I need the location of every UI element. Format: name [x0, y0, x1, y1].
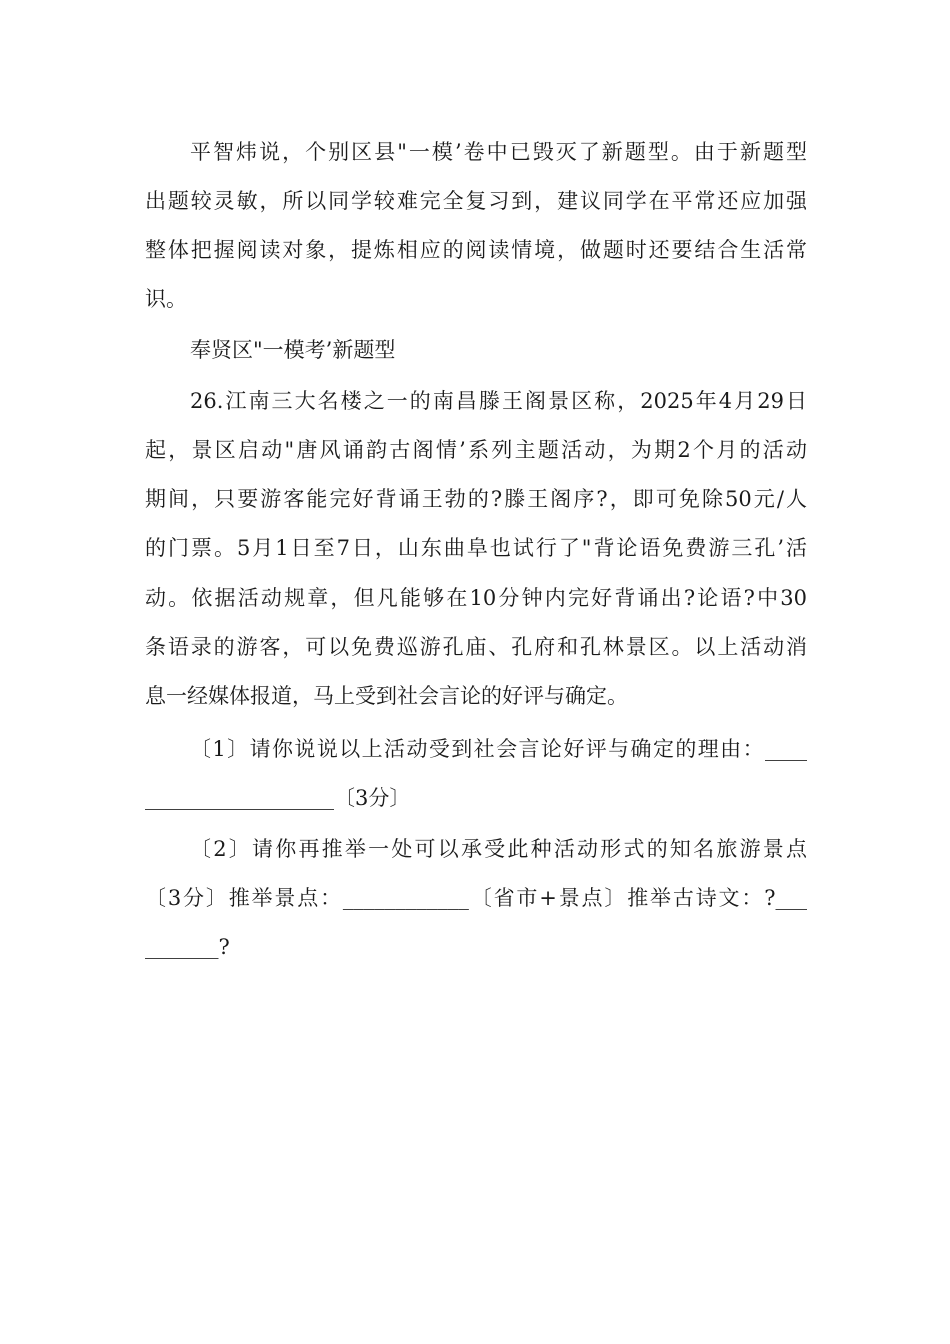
paragraph-line: 平智炜说，个别区县"一模’卷中已毁灭了新题型。由于新题型 — [190, 140, 807, 164]
sub-question-2-line: 〔2〕请你再推举一处可以承受此种活动形式的知名旅游景点 — [190, 837, 807, 861]
paragraph-line: 识。 — [145, 287, 187, 311]
section-heading: 奉贤区"一模考’新题型 — [190, 338, 396, 362]
paragraph-line: 整体把握阅读对象，提炼相应的阅读情境，做题时还要结合生活常 — [145, 238, 807, 262]
question-line: 的门票。5月1日至7日，山东曲阜也试行了"背论语免费游三孔’活 — [145, 536, 807, 560]
question-line: 26.江南三大名楼之一的南昌滕王阁景区称，2025年4月29日 — [190, 389, 807, 413]
question-line: 起，景区启动"唐风诵韵古阁情’系列主题活动，为期2个月的活动 — [145, 438, 807, 462]
question-line: 条语录的游客，可以免费巡游孔庙、孔府和孔林景区。以上活动消 — [145, 635, 807, 659]
sub-question-2-line: 〔3分〕推举景点：____________〔省市+景点〕推举古诗文：?___ — [145, 886, 807, 910]
question-line: 期间，只要游客能完好背诵王勃的?滕王阁序?，即可免除50元/人 — [145, 487, 807, 511]
sub-question-1-line: 〔1〕请你说说以上活动受到社会言论好评与确定的理由：____ — [190, 737, 807, 761]
sub-question-1-line: __________________〔3分〕 — [145, 786, 411, 810]
question-line: 动。依据活动规章，但凡能够在10分钟内完好背诵出?论语?中30 — [145, 586, 807, 610]
paragraph-line: 出题较灵敏，所以同学较难完全复习到，建议同学在平常还应加强 — [145, 189, 807, 213]
question-line: 息一经媒体报道，马上受到社会言论的好评与确定。 — [145, 684, 628, 708]
sub-question-2-line: _______? — [145, 935, 230, 959]
